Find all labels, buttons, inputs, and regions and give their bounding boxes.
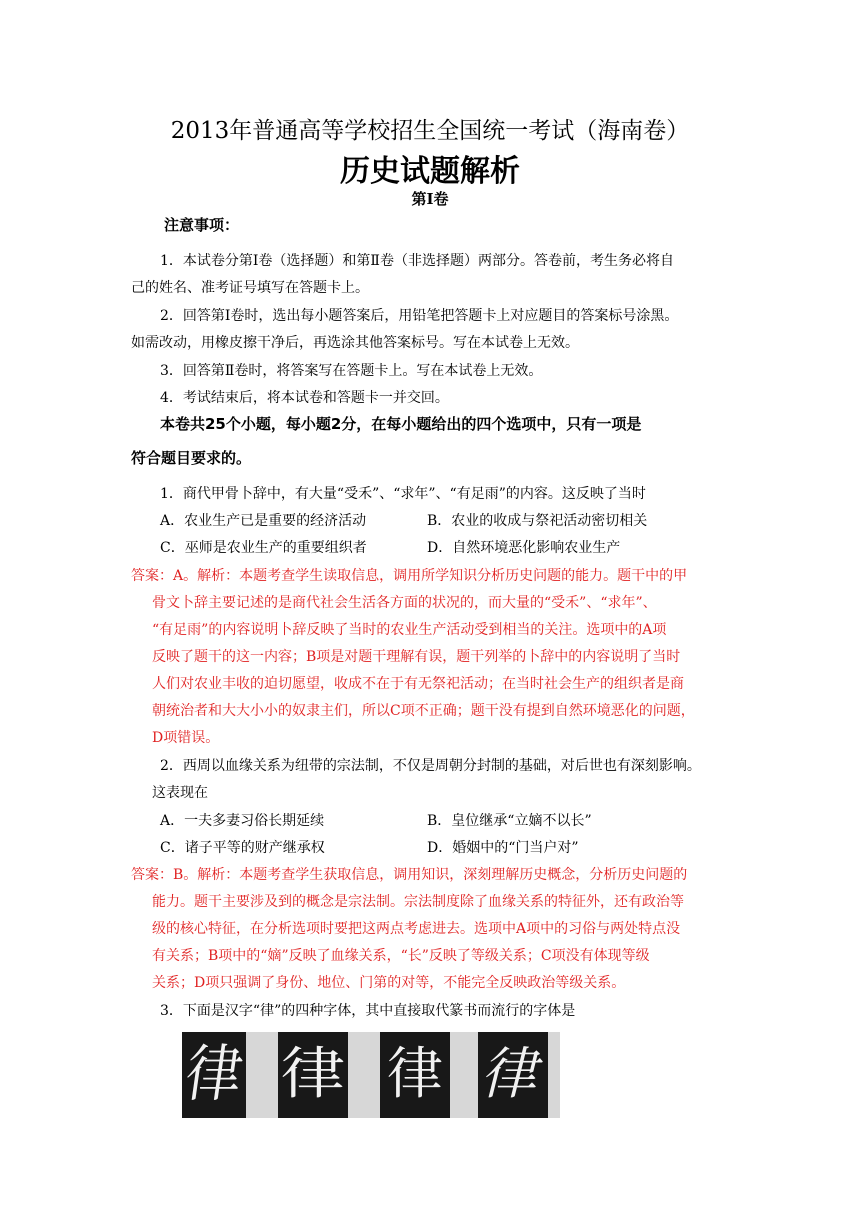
q2-option-a: A．一夫多妻习俗长期延续 [160, 813, 325, 829]
q2-answer-line-5: 关系；D项只强调了身份、地位、门第的对等，不能完全反映政治等级关系。 [152, 975, 626, 991]
clerical-script-glyph: 律 [278, 1032, 348, 1118]
q1-option-a: A．农业生产已是重要的经济活动 [160, 513, 367, 529]
q2-answer-line-4: 有关系；B项中的“嫡”反映了血缘关系，“长”反映了等级关系；C项没有体现等级 [152, 948, 650, 964]
q2-stem-line-1: 2．西周以血缘关系为纽带的宗法制，不仅是周朝分封制的基础，对后世也有深刻影响。 [160, 758, 701, 774]
q1-stem: 1．商代甲骨卜辞中，有大量“受禾”、“求年”、“有足雨”的内容。这反映了当时 [160, 486, 646, 502]
q1-answer-line-5: 人们对农业丰收的迫切愿望，收成不在于有无祭祀活动；在当时社会生产的组织者是商 [152, 676, 684, 692]
cursive-script-glyph: 律 [478, 1032, 548, 1118]
q2-answer-line-2: 能力。题干主要涉及到的概念是宗法制。宗法制度除了血缘关系的特征外，还有政治等 [152, 894, 684, 910]
notice-line-1: 1．本试卷分第Ⅰ卷（选择题）和第Ⅱ卷（非选择题）两部分。答卷前，考生务必将自 [160, 253, 674, 269]
q2-option-c: C．诸子平等的财产继承权 [160, 840, 325, 856]
q1-answer-line-3: “有足雨”的内容说明卜辞反映了当时的农业生产活动受到相当的关注。选项中的A项 [152, 622, 667, 638]
section-title: 第Ⅰ卷 [411, 190, 449, 208]
q2-stem-line-2: 这表现在 [152, 785, 208, 801]
instruction-line-2: 符合题目要求的。 [131, 449, 252, 467]
q2-answer-line-1: 答案：B。解析：本题考查学生获取信息，调用知识，深刻理解历史概念，分析历史问题的 [131, 867, 688, 883]
q1-answer-line-6: 朝统治者和大大小小的奴隶主们，所以C项不正确；题干没有提到自然环境恶化的问题， [152, 703, 695, 719]
notice-line-3: 2．回答第Ⅰ卷时，选出每小题答案后，用铅笔把答题卡上对应题目的答案标号涂黑。 [160, 308, 679, 324]
notice-heading: 注意事项： [164, 216, 240, 234]
q1-option-b: B．农业的收成与祭祀活动密切相关 [427, 513, 648, 529]
document-title: 历史试题解析 [340, 154, 520, 189]
q2-answer-line-3: 级的核心特征，在分析选项时要把这两点考虑进去。选项中A项中的习俗与两处特点没 [152, 921, 681, 937]
regular-script-glyph: 律 [380, 1032, 450, 1118]
notice-line-6: 4．考试结束后，将本试卷和答题卡一并交回。 [160, 390, 449, 406]
q1-answer-line-1: 答案：A。解析：本题考查学生读取信息，调用所学知识分析历史问题的能力。题干中的甲 [131, 568, 688, 584]
instruction-line-1: 本卷共25个小题，每小题2分，在每小题给出的四个选项中，只有一项是 [160, 415, 642, 433]
q1-option-d: D．自然环境恶化影响农业生产 [427, 540, 621, 556]
q1-option-c: C．巫师是农业生产的重要组织者 [160, 540, 367, 556]
q1-answer-line-4: 反映了题干的这一内容；B项是对题干理解有误，题干列举的卜辞中的内容说明了当时 [152, 649, 681, 665]
q1-answer-line-7: D项错误。 [152, 730, 220, 746]
q3-stem: 3．下面是汉字“律”的四种字体，其中直接取代篆书而流行的字体是 [160, 1003, 576, 1019]
q2-option-b: B．皇位继承“立嫡不以长” [427, 813, 592, 829]
notice-line-5: 3．回答第Ⅱ卷时，将答案写在答题卡上。写在本试卷上无效。 [160, 363, 543, 379]
exam-title: 2013年普通高等学校招生全国统一考试（海南卷） [170, 118, 690, 144]
seal-script-glyph: 律 [182, 1032, 246, 1118]
notice-line-2: 己的姓名、准考证号填写在答题卡上。 [131, 280, 369, 296]
q1-answer-line-2: 骨文卜辞主要记述的是商代社会生活各方面的状况的，而大量的“受禾”、“求年”、 [152, 595, 657, 611]
q2-option-d: D．婚姻中的“门当户对” [427, 840, 579, 856]
notice-line-4: 如需改动，用橡皮擦干净后，再选涂其他答案标号。写在本试卷上无效。 [131, 335, 579, 351]
calligraphy-image [182, 1032, 560, 1118]
